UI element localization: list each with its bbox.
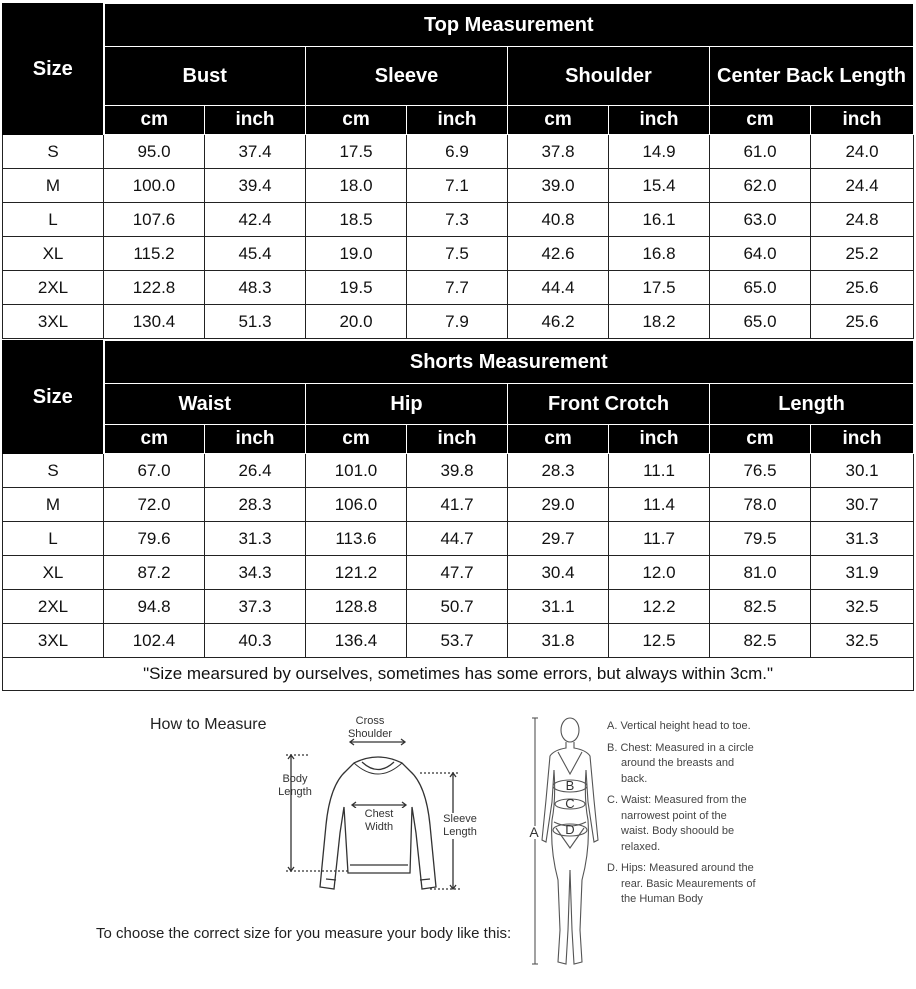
value-cell: 102.4 — [104, 624, 205, 658]
value-cell: 40.8 — [508, 203, 609, 237]
size-cell: 2XL — [3, 590, 104, 624]
unit-header: inch — [811, 425, 914, 454]
unit-header: inch — [609, 106, 710, 135]
value-cell: 61.0 — [710, 135, 811, 169]
value-cell: 39.8 — [407, 454, 508, 488]
value-cell: 122.8 — [104, 271, 205, 305]
value-cell: 78.0 — [710, 488, 811, 522]
table-row — [3, 522, 914, 556]
how-to-measure-title: How to Measure — [150, 716, 267, 733]
figure-letter-a: A — [527, 826, 541, 839]
size-cell: S — [3, 135, 104, 169]
figure-letter-c: C — [565, 796, 575, 811]
legend-item-a: A. Vertical height head to toe. — [607, 720, 751, 732]
value-cell: 7.5 — [407, 237, 508, 271]
value-cell: 7.1 — [407, 169, 508, 203]
value-cell: 7.3 — [407, 203, 508, 237]
value-cell: 7.9 — [407, 305, 508, 339]
value-cell: 19.0 — [306, 237, 407, 271]
value-cell: 76.5 — [710, 454, 811, 488]
unit-header: inch — [407, 106, 508, 135]
value-cell: 136.4 — [306, 624, 407, 658]
value-cell: 95.0 — [104, 135, 205, 169]
legend-item-b: B. Chest: Measured in a circle around the breasts and back. — [607, 741, 754, 785]
value-cell: 72.0 — [104, 488, 205, 522]
value-cell: 28.3 — [508, 454, 609, 488]
value-cell: 42.6 — [508, 237, 609, 271]
group-header-bust: Bust — [104, 47, 306, 106]
table-row — [3, 454, 914, 488]
value-cell: 130.4 — [104, 305, 205, 339]
table-row — [3, 488, 914, 522]
value-cell: 24.4 — [811, 169, 914, 203]
group-header-front-crotch: Front Crotch — [508, 384, 710, 425]
group-header-center-back-length: Center Back Length — [710, 47, 914, 106]
value-cell: 19.5 — [306, 271, 407, 305]
value-cell: 14.9 — [609, 135, 710, 169]
value-cell: 51.3 — [205, 305, 306, 339]
value-cell: 24.8 — [811, 203, 914, 237]
table-row — [3, 135, 914, 169]
figure-letter-b: B — [565, 778, 575, 793]
table-row — [3, 169, 914, 203]
legend-item-c: C. Waist: Measured from the narrowest point of the waist. Body shoould be relaxed. — [607, 794, 747, 853]
value-cell: 18.0 — [306, 169, 407, 203]
value-cell: 82.5 — [710, 624, 811, 658]
group-header-length: Length — [710, 384, 914, 425]
value-cell: 121.2 — [306, 556, 407, 590]
value-cell: 45.4 — [205, 237, 306, 271]
value-cell: 37.3 — [205, 590, 306, 624]
unit-header: cm — [508, 425, 609, 454]
value-cell: 40.3 — [205, 624, 306, 658]
value-cell: 42.4 — [205, 203, 306, 237]
value-cell: 6.9 — [407, 135, 508, 169]
value-cell: 101.0 — [306, 454, 407, 488]
value-cell: 30.1 — [811, 454, 914, 488]
group-header-shoulder: Shoulder — [508, 47, 710, 106]
value-cell: 44.7 — [407, 522, 508, 556]
value-cell: 37.8 — [508, 135, 609, 169]
value-cell: 30.4 — [508, 556, 609, 590]
value-cell: 94.8 — [104, 590, 205, 624]
value-cell: 24.0 — [811, 135, 914, 169]
unit-header: cm — [104, 106, 205, 135]
group-header-sleeve: Sleeve — [306, 47, 508, 106]
value-cell: 62.0 — [710, 169, 811, 203]
size-cell: 2XL — [3, 271, 104, 305]
size-cell: M — [3, 169, 104, 203]
value-cell: 32.5 — [811, 590, 914, 624]
sleeve-length-label: Sleeve Length — [434, 813, 486, 839]
table-row — [3, 556, 914, 590]
value-cell: 106.0 — [306, 488, 407, 522]
value-cell: 17.5 — [609, 271, 710, 305]
value-cell: 100.0 — [104, 169, 205, 203]
value-cell: 25.6 — [811, 305, 914, 339]
body-length-label: Body Length — [278, 773, 312, 798]
body-measure-figure — [520, 710, 610, 975]
value-cell: 18.5 — [306, 203, 407, 237]
size-cell: L — [3, 522, 104, 556]
group-header-hip: Hip — [306, 384, 508, 425]
value-cell: 82.5 — [710, 590, 811, 624]
value-cell: 11.4 — [609, 488, 710, 522]
size-cell: XL — [3, 556, 104, 590]
value-cell: 65.0 — [710, 305, 811, 339]
value-cell: 81.0 — [710, 556, 811, 590]
unit-header: inch — [407, 425, 508, 454]
table-row — [3, 271, 914, 305]
value-cell: 37.4 — [205, 135, 306, 169]
size-header: Size — [3, 4, 104, 135]
value-cell: 87.2 — [104, 556, 205, 590]
unit-header: inch — [205, 106, 306, 135]
value-cell: 17.5 — [306, 135, 407, 169]
table-title: Shorts Measurement — [104, 341, 914, 384]
shorts-measurement-table — [2, 340, 914, 691]
value-cell: 29.7 — [508, 522, 609, 556]
value-cell: 31.3 — [205, 522, 306, 556]
value-cell: 79.6 — [104, 522, 205, 556]
value-cell: 26.4 — [205, 454, 306, 488]
value-cell: 16.8 — [609, 237, 710, 271]
value-cell: 46.2 — [508, 305, 609, 339]
unit-header: inch — [811, 106, 914, 135]
value-cell: 20.0 — [306, 305, 407, 339]
unit-header: cm — [306, 425, 407, 454]
value-cell: 12.5 — [609, 624, 710, 658]
value-cell: 11.1 — [609, 454, 710, 488]
value-cell: 107.6 — [104, 203, 205, 237]
value-cell: 12.2 — [609, 590, 710, 624]
value-cell: 18.2 — [609, 305, 710, 339]
value-cell: 63.0 — [710, 203, 811, 237]
figure-letter-d: D — [565, 822, 575, 837]
value-cell: 25.6 — [811, 271, 914, 305]
value-cell: 44.4 — [508, 271, 609, 305]
value-cell: 47.7 — [407, 556, 508, 590]
value-cell: 31.9 — [811, 556, 914, 590]
size-cell: S — [3, 454, 104, 488]
top-measurement-table — [2, 3, 914, 339]
value-cell: 15.4 — [609, 169, 710, 203]
value-cell: 29.0 — [508, 488, 609, 522]
value-cell: 7.7 — [407, 271, 508, 305]
value-cell: 64.0 — [710, 237, 811, 271]
table-row — [3, 237, 914, 271]
unit-header: cm — [710, 106, 811, 135]
unit-header: inch — [609, 425, 710, 454]
value-cell: 11.7 — [609, 522, 710, 556]
size-cell: L — [3, 203, 104, 237]
value-cell: 34.3 — [205, 556, 306, 590]
value-cell: 31.3 — [811, 522, 914, 556]
size-cell: M — [3, 488, 104, 522]
size-cell: 3XL — [3, 305, 104, 339]
value-cell: 67.0 — [104, 454, 205, 488]
unit-header: inch — [205, 425, 306, 454]
value-cell: 50.7 — [407, 590, 508, 624]
table-row — [3, 590, 914, 624]
legend-item-d: D. Hips: Measured around the rear. Basic Meaurements of the Human Body — [607, 862, 756, 905]
group-header-waist: Waist — [104, 384, 306, 425]
value-cell: 28.3 — [205, 488, 306, 522]
value-cell: 79.5 — [710, 522, 811, 556]
measurement-note: "Size mearsured by ourselves, sometimes has some errors, but always within 3cm." — [3, 658, 914, 691]
value-cell: 53.7 — [407, 624, 508, 658]
choose-size-instruction: To choose the correct size for you measure your body like this: — [96, 925, 512, 942]
value-cell: 113.6 — [306, 522, 407, 556]
unit-header: cm — [306, 106, 407, 135]
value-cell: 31.8 — [508, 624, 609, 658]
value-cell: 48.3 — [205, 271, 306, 305]
size-cell: 3XL — [3, 624, 104, 658]
value-cell: 128.8 — [306, 590, 407, 624]
table-row — [3, 203, 914, 237]
value-cell: 25.2 — [811, 237, 914, 271]
value-cell: 32.5 — [811, 624, 914, 658]
chest-width-label: Chest Width — [351, 808, 407, 834]
value-cell: 41.7 — [407, 488, 508, 522]
value-cell: 12.0 — [609, 556, 710, 590]
table-title: Top Measurement — [104, 4, 914, 47]
table-row — [3, 305, 914, 339]
size-cell: XL — [3, 237, 104, 271]
value-cell: 39.0 — [508, 169, 609, 203]
value-cell: 65.0 — [710, 271, 811, 305]
value-cell: 115.2 — [104, 237, 205, 271]
size-header: Size — [3, 341, 104, 454]
value-cell: 16.1 — [609, 203, 710, 237]
table-row — [3, 624, 914, 658]
value-cell: 31.1 — [508, 590, 609, 624]
value-cell: 39.4 — [205, 169, 306, 203]
unit-header: cm — [508, 106, 609, 135]
value-cell: 30.7 — [811, 488, 914, 522]
unit-header: cm — [710, 425, 811, 454]
measurement-legend — [607, 719, 757, 914]
unit-header: cm — [104, 425, 205, 454]
cross-shoulder-label: Cross Shoulder — [347, 715, 393, 740]
